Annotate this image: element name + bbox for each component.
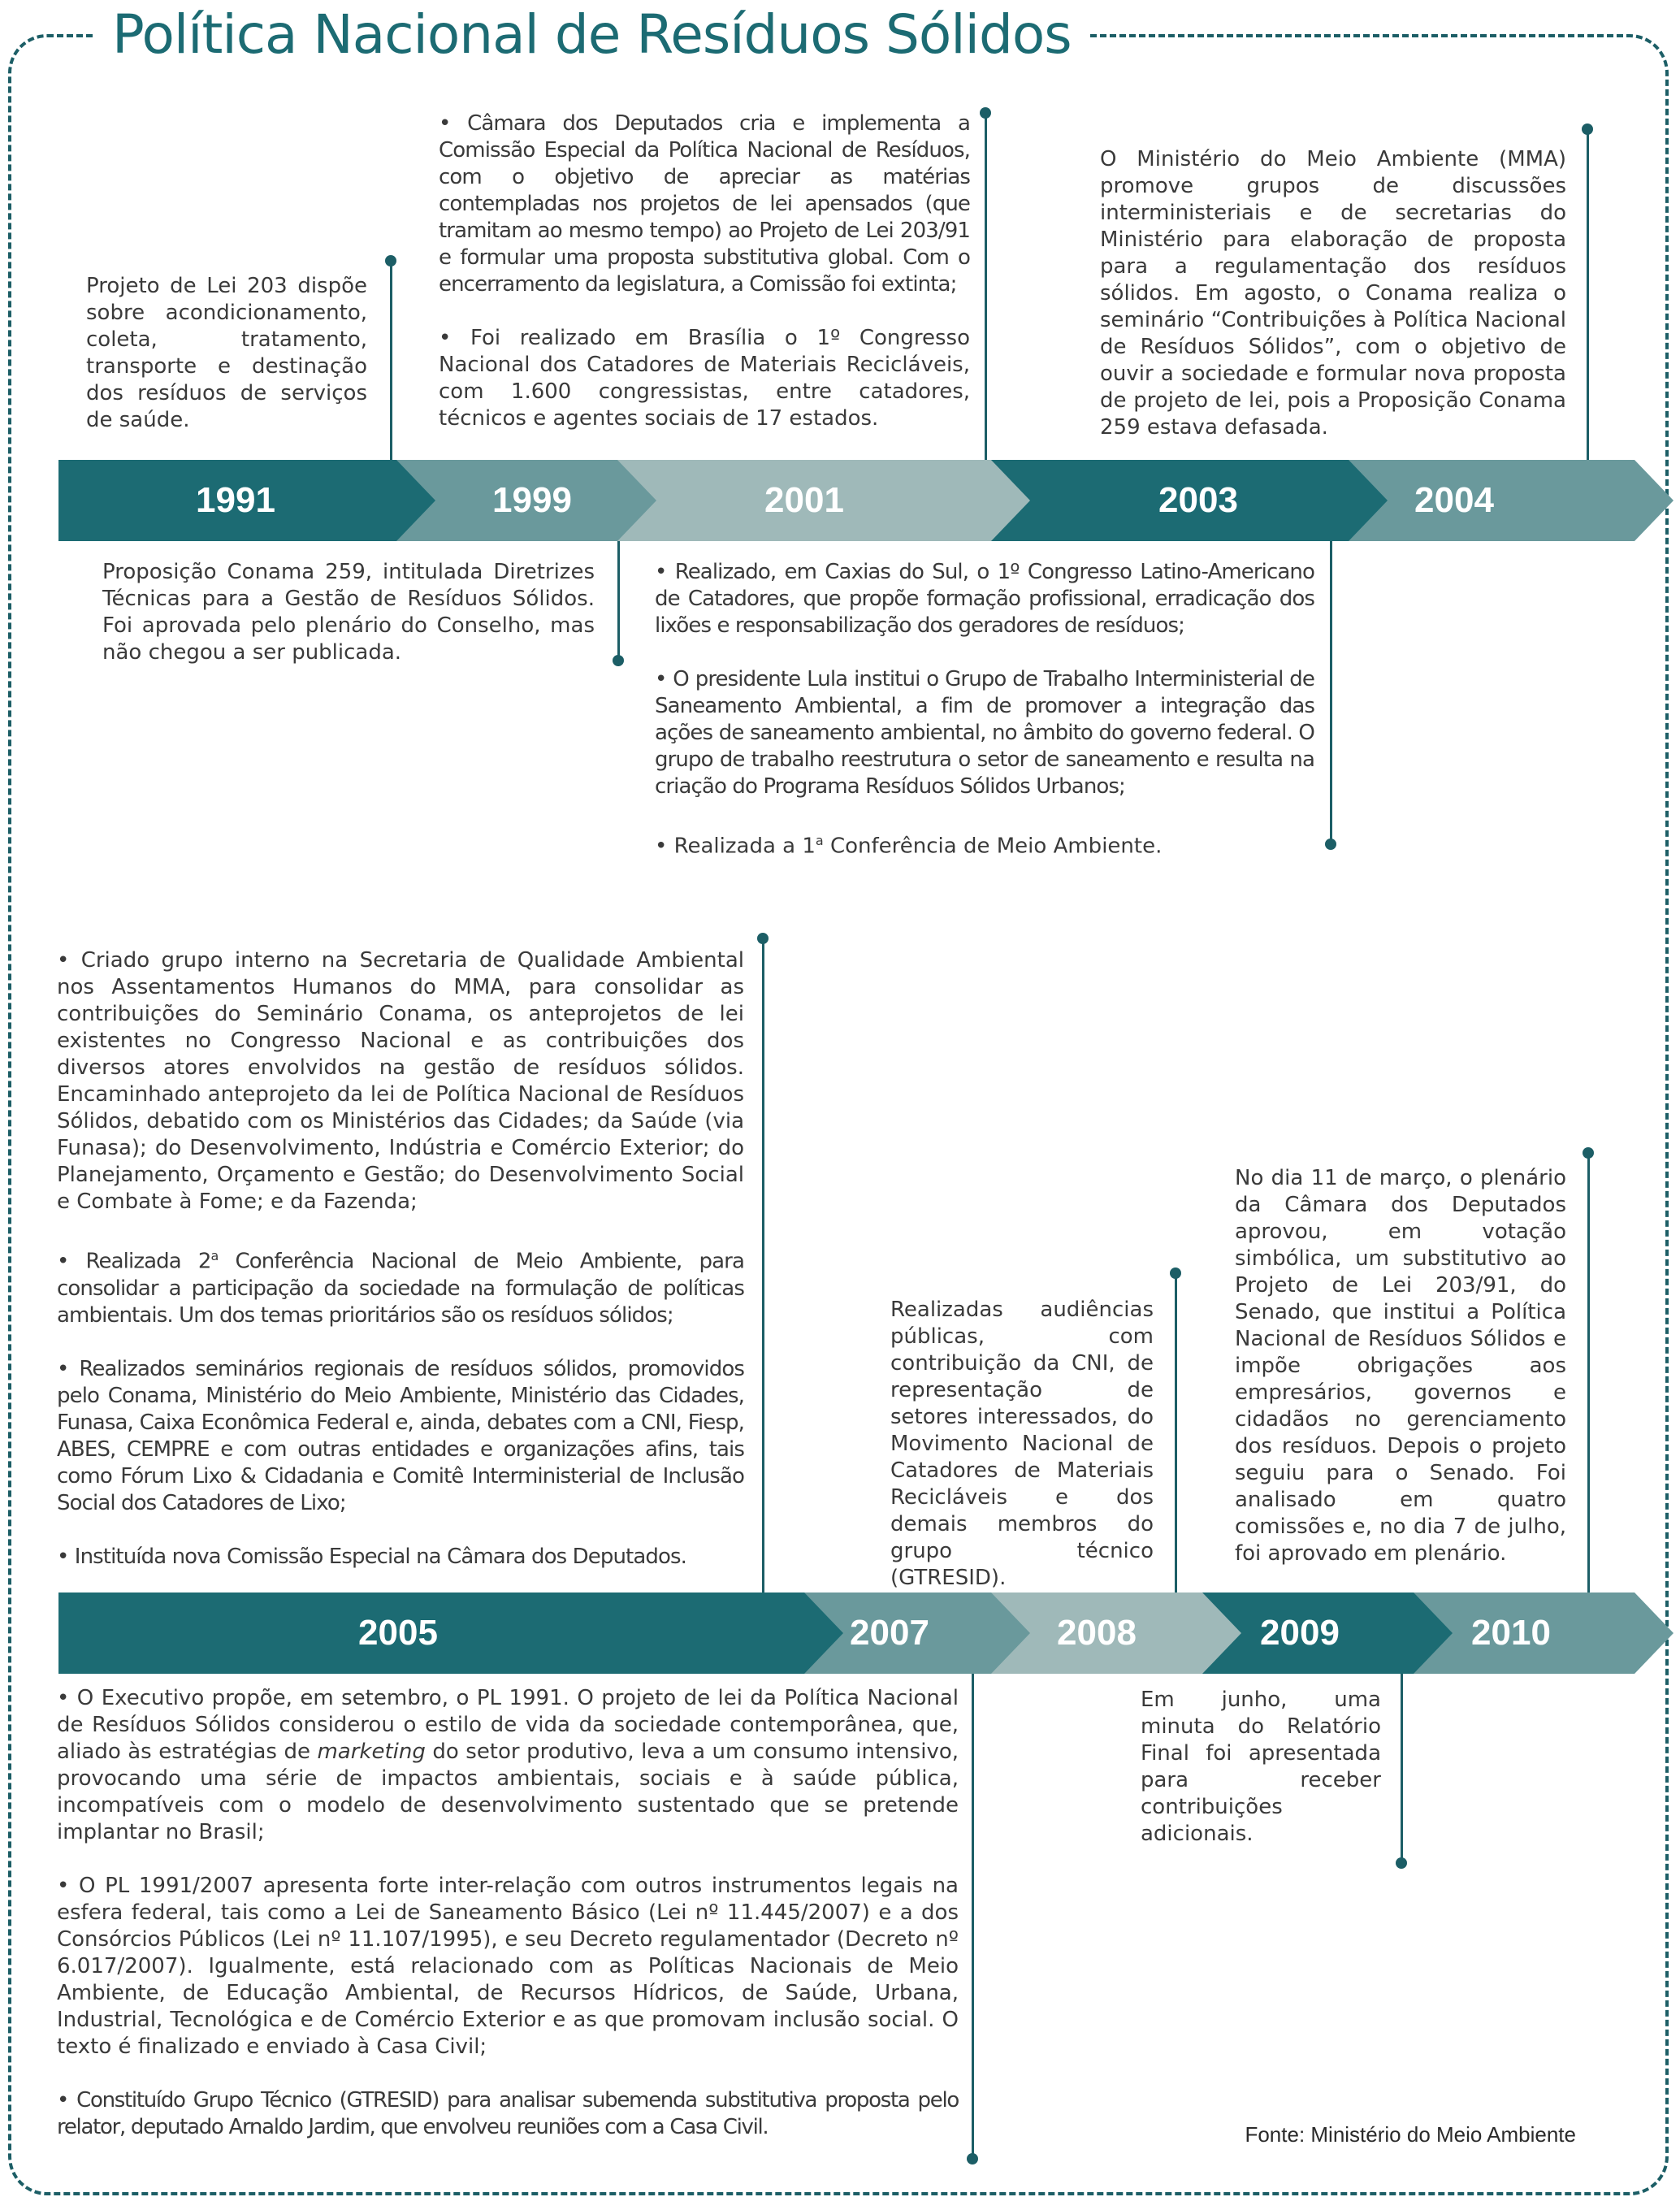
entry-2001 (439, 110, 970, 432)
entry-2005-item-2-pre: • Realizada 2 (57, 1249, 211, 1274)
page-title: Política Nacional de Resíduos Sólidos (96, 0, 1088, 70)
connector-dot-1999 (613, 655, 624, 666)
entry-2005-item-2-post: Conferência Nacional de Meio Ambiente, para consolidar a participação da sociedade na formulação de políticas ambientais. Um dos temas prioritários são os resíduos sólidos; (57, 1249, 744, 1328)
entry-2004 (1100, 146, 1566, 441)
connector-dot-2008 (1170, 1268, 1181, 1279)
year-1999: 1999 (492, 480, 572, 520)
entry-2003-item-3 (655, 827, 1314, 860)
year-2001: 2001 (764, 480, 844, 520)
connector-2001 (985, 112, 987, 460)
connector-dot-2010 (1583, 1147, 1594, 1159)
connector-1999 (617, 541, 620, 660)
entry-2008 (890, 1297, 1154, 1592)
connector-dot-2007 (967, 2153, 978, 2164)
year-1991: 1991 (196, 480, 275, 520)
connector-2007 (972, 1674, 974, 2158)
entry-2003-item-1: • Realizado, em Caxias do Sul, o 1º Congresso Latino-Americano de Catadores, que propõe formação profissional, erradicação dos lixões e responsabilização dos geradores de resíduos; (655, 560, 1314, 638)
entry-1999-text: Proposição Conama 259, intitulada Diretrizes Técnicas para a Gestão de Resíduos Sólidos. Foi aprovada pelo plenário do Conselho, mas não chegou a ser publicada. (102, 560, 595, 665)
entry-2004-text: O Ministério do Meio Ambiente (MMA) promove grupos de discussões interministeriais e de secretarias do Ministério para elaboração de proposta para a regulamentação dos resíduos sólidos. Em agosto, o Conama realiza o seminário “Contribuições à Política Nacional de Resíduos Sólidos”, com o objetivo de ouvir a sociedade e formular nova proposta de projeto de lei, pois a Proposição Conama 259 estava defasada. (1100, 147, 1566, 440)
connector-2003 (1330, 541, 1332, 843)
connector-2008 (1175, 1272, 1177, 1592)
connector-dot-2009 (1396, 1857, 1407, 1869)
connector-dot-2005 (757, 933, 769, 944)
entry-2007-item-3: • Constituído Grupo Técnico (GTRESID) para analisar subemenda substitutiva proposta pelo relator, deputado Arnaldo Jardim, que envolveu reuniões com a Casa Civil. (57, 2088, 959, 2139)
connector-1991 (390, 260, 392, 460)
year-2004: 2004 (1414, 480, 1494, 520)
entry-2010-text: No dia 11 de março, o plenário da Câmara dos Deputados aprovou, em votação simbólica, um substitutivo ao Projeto de Lei 203/91, do Senado, que institui a Política Nacional de Resíduos Sólidos e impõe obrigações aos empresários, governos e cidadãos no gerenciamento dos resíduos. Depois o projeto seguiu para o Senado. Foi analisado em quatro comissões e, no dia 7 de julho, foi aprovado em plenário. (1235, 1166, 1566, 1566)
connector-dot-2004 (1582, 124, 1593, 135)
entry-2005 (57, 947, 744, 1571)
entry-2007 (57, 1685, 959, 2141)
entry-2003-item-3-post: Conferência de Meio Ambiente. (823, 834, 1163, 859)
entry-2009 (1141, 1687, 1381, 1848)
year-2007: 2007 (850, 1613, 929, 1653)
entry-1999 (102, 559, 595, 666)
connector-dot-1991 (385, 255, 396, 266)
entry-2001-item-2: • Foi realizado em Brasília o 1º Congresso Nacional dos Catadores de Materiais Recicláveis, com 1.600 congressistas, entre catadores, técnicos e agentes sociais de 17 estados. (439, 326, 970, 431)
entry-2007-item-1 (57, 1685, 959, 1846)
entry-1991-text: Projeto de Lei 203 dispõe sobre acondicionamento, coleta, tratamento, transporte e destinação dos resíduos de serviços de saúde. (86, 274, 367, 432)
connector-2010 (1587, 1152, 1590, 1592)
entry-2007-item-2: • O PL 1991/2007 apresenta forte inter-relação com outros instrumentos legais na esfera federal, tais como a Lei de Saneamento Básico (Lei nº 11.445/2007) e a dos Consórcios Públicos (Lei nº 11.107/1995), e seu Decreto regulamentador (Decreto nº 6.017/2007). Igualmente, está relacionado com as Políticas Nacionais de Meio Ambiente, de Educação Ambiental, de Recursos Hídricos, de Saúde, Urbana, Industrial, Tecnológica e de Comércio Exterior e as que promovam inclusão social. O texto é finalizado e enviado à Casa Civil; (57, 1874, 959, 2059)
entry-2008-text: Realizadas audiências públicas, com contribuição da CNI, de representação de setores interessados, do Movimento Nacional de Catadores de Materiais Recicláveis e dos demais membros do grupo técnico (GTRESID). (890, 1298, 1154, 1590)
entry-2007-item-1-post: do setor produtivo, leva a um consumo intensivo, provocando uma série de impactos ambientais, sociais e à saúde pública, incompatíveis com o modelo de desenvolvimento sustentado que se pretende implantar no Brasil; (57, 1740, 959, 1844)
entry-2010 (1235, 1165, 1566, 1567)
entry-2003-item-3-sup: a (815, 833, 824, 848)
entry-2005-item-2-sup: a (210, 1248, 219, 1263)
entry-2007-item-1-pre: • O Executivo propõe, em setembro, o PL 1991. O projeto de lei da Política Nacional de Resíduos Sólidos considerou o estilo de vida da sociedade contemporânea, que, aliado às estratégias de (57, 1686, 959, 1764)
entry-2003 (655, 559, 1314, 860)
entry-1991 (86, 273, 367, 434)
entry-2001-item-1: • Câmara dos Deputados cria e implementa a Comissão Especial da Política Nacional de Resíduos, com o objetivo de apreciar as matérias contempladas nos projetos de lei apensados (que tramitam ao mesmo tempo) ao Projeto de Lei 203/91 e formular uma proposta substitutiva global. Com o encerramento da legislatura, a Comissão foi extinta; (439, 111, 970, 297)
entry-2009-text: Em junho, uma minuta do Relatório Final foi apresentada para receber contribuições adicionais. (1141, 1688, 1381, 1846)
entry-2005-item-1: • Criado grupo interno na Secretaria de Qualidade Ambiental nos Assentamentos Humanos do MMA, para consolidar as contribuições do Seminário Conama, os anteprojetos de lei existentes no Congresso Nacional e as contribuições dos diversos atores envolvidos na gestão de resíduos sólidos. Encaminhado anteprojeto da lei de Política Nacional de Resíduos Sólidos, debatido com os Ministérios das Cidades; da Saúde (via Funasa); do Desenvolvimento, Indústria e Comércio Exterior; do Planejamento, Orçamento e Gestão; do Desenvolvimento Social e Combate à Fome; e da Fazenda; (57, 948, 744, 1214)
year-2010: 2010 (1471, 1613, 1551, 1653)
connector-2009 (1401, 1674, 1403, 1862)
entry-2005-item-4: • Instituída nova Comissão Especial na Câmara dos Deputados. (57, 1544, 686, 1569)
year-2009: 2009 (1260, 1613, 1340, 1653)
year-2003: 2003 (1158, 480, 1238, 520)
entry-2003-item-3-pre: • Realizada a 1 (655, 834, 816, 859)
source-credit: Fonte: Ministério do Meio Ambiente (1245, 2122, 1576, 2147)
year-2005: 2005 (358, 1613, 438, 1653)
connector-dot-2003 (1325, 838, 1336, 850)
connector-dot-2001 (980, 107, 991, 119)
year-2008: 2008 (1057, 1613, 1137, 1653)
connector-2004 (1587, 128, 1589, 460)
entry-2007-item-1-emphasis: marketing (317, 1740, 426, 1764)
entry-2005-item-2 (57, 1242, 744, 1329)
entry-2003-item-2: • O presidente Lula institui o Grupo de Trabalho Interministerial de Saneamento Ambiental, a fim de promover a integração das ações de saneamento ambiental, no âmbito do governo federal. O grupo de trabalho reestrutura o setor de saneamento e resulta na criação do Programa Resíduos Sólidos Urbanos; (655, 667, 1314, 799)
entry-2005-item-3: • Realizados seminários regionais de resíduos sólidos, promovidos pelo Conama, Ministério do Meio Ambiente, Ministério das Cidades, Funasa, Caixa Econômica Federal e, ainda, debates com a CNI, Fiesp, ABES, CEMPRE e com outras entidades e organizações afins, tais como Fórum Lixo & Cidadania e Comitê Interministerial de Inclusão Social dos Catadores de Lixo; (57, 1356, 744, 1515)
connector-2005 (762, 938, 764, 1592)
